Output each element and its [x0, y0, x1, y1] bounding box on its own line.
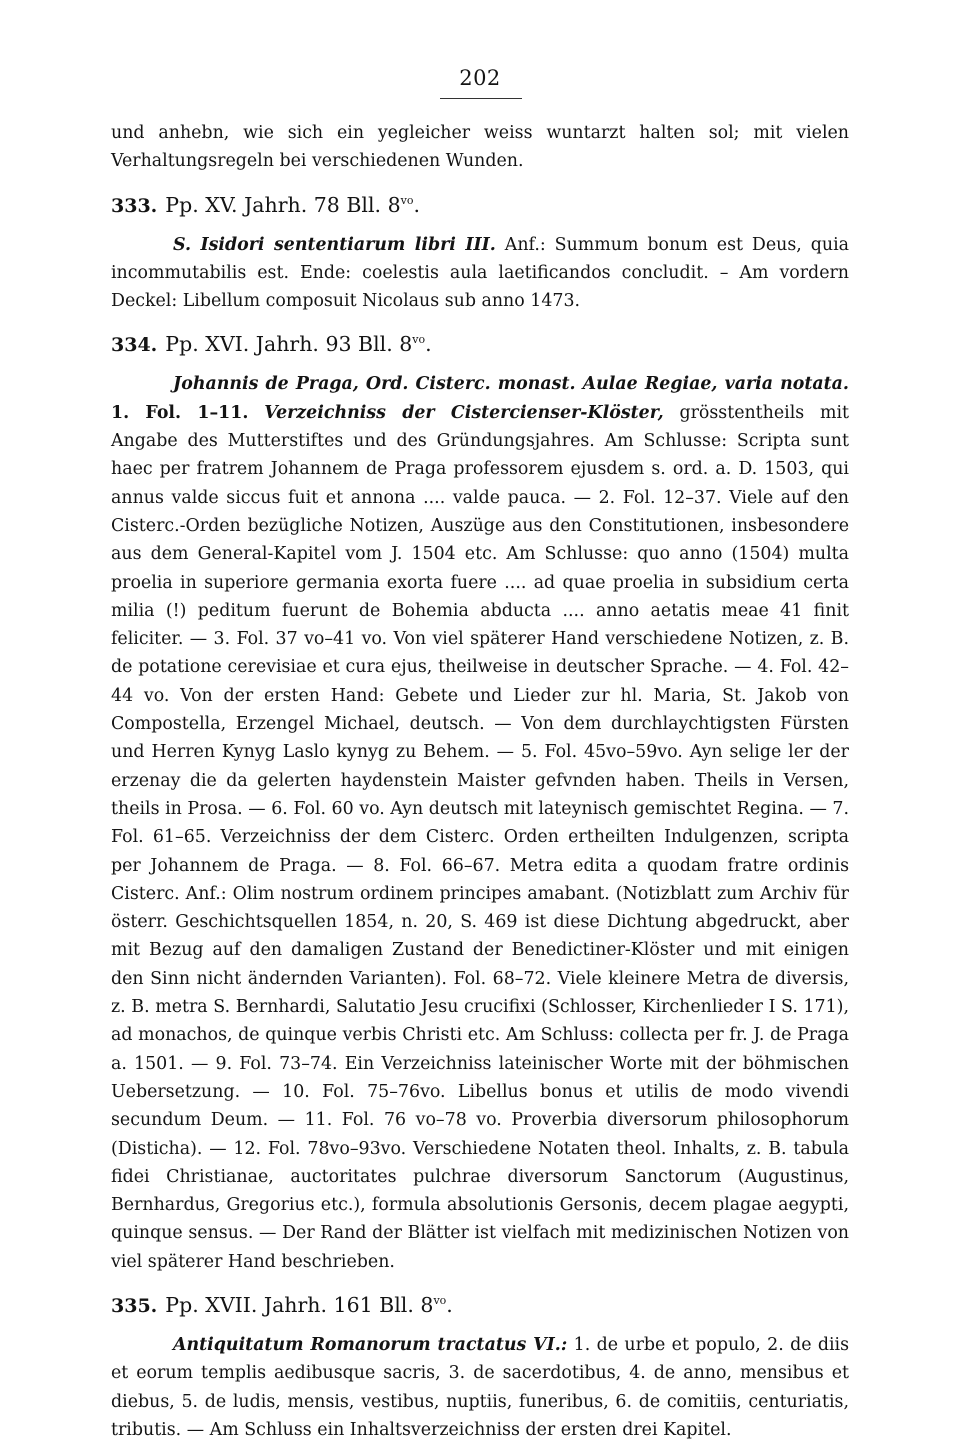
entry-heading-text: Pp. XVII. Jahrh. 161 Bll. 8 [165, 1292, 434, 1317]
intro-paragraph: und anhebn, wie sich ein yegleicher weiss wuntarzt halten sol; mit vielen Verhaltungsregeln bei verschiedenen Wunden. [111, 123, 849, 172]
entry-heading-end: . [446, 1292, 453, 1317]
entry-number: 334. [111, 334, 158, 357]
page-body [111, 119, 849, 1444]
entry-title: Antiquitatum Romanorum tractatus VI.: [173, 1334, 568, 1355]
entry-heading-334 [111, 329, 849, 360]
entry-description-335 [111, 1331, 849, 1444]
entry-part-title: Verzeichniss der Cistercienser-Klöster, [264, 402, 664, 423]
entry-heading-end: . [425, 332, 432, 357]
entry-body: Anf.: Summum bonum est Deus, quia incommutabilis est. Ende: coelestis aula laetificandos concludit. – Am vordern Deckel: Libellum composuit Nicolaus sub anno 1473. [111, 234, 849, 312]
format-superscript: vo [433, 1294, 447, 1308]
entry-number: 335. [111, 1294, 158, 1317]
entry-description-334 [111, 370, 849, 1276]
entry-number: 333. [111, 194, 158, 217]
entry-title: S. Isidori sententiarum libri III. [173, 234, 496, 255]
entry-heading-text: Pp. XVI. Jahrh. 93 Bll. 8 [165, 332, 413, 357]
entry-heading-end: . [413, 192, 420, 217]
format-superscript: vo [400, 193, 414, 207]
entry-description-333 [111, 231, 849, 316]
entry-part-lead: 1. Fol. 1–11. [111, 402, 249, 423]
format-superscript: vo [412, 333, 426, 347]
entry-heading-text: Pp. XV. Jahrh. 78 Bll. 8 [165, 192, 401, 217]
entry-heading-335 [111, 1290, 849, 1321]
entry-body: 1. de urbe et populo, 2. de diis et eorum templis aedibusque sacris, 3. de sacerdotibus, 4. de anno, mensibus et diebus, 5. de ludis, mensis, vestibus, nuptiis, funeribus, 6. de comitiis, centuriatis, tributis. — Am Schluss ein Inhaltsverzeichniss der ersten drei Kapitel. [111, 1334, 850, 1440]
entry-body: grösstentheils mit Angabe des Mutterstiftes und des Gründungsjahres. Am Schlusse: Scripta sunt haec per fratrem Johannem de Praga professorem ejusdem s. ord. a. D. 1503, qui annus valde siccus fuit et annona .... valde pauca. — 2. Fol. 12–37. Viele auf den Cisterc.-Orden bezügliche Notizen, Auszüge aus den Constitutionen, insbesondere aus dem General-Kapitel vom J. 1504 etc. Am Schlusse: quo anno (1504) multa proelia in superiore germania exorta fuere .... ad quae proelia in subsidium certa milia (!) peditum fuerunt de Bohemia abducta .... anno aetatis meae 41 finit feliciter. — 3. Fol. 37 vo–41 vo. Von viel späterer Hand verschiedene Notizen, z. B. de potatione cerevisiae et cura ejus, theilweise in deutscher Sprache. — 4. Fol. 42–44 vo. Von der ersten Hand: Gebete und Lieder zur hl. Maria, St. Jakob von Compostella, Erzengel Michael, deutsch. — Von dem durchlaychtigsten Fürsten und Herren Kynyg Laslo kynyg zu Behem. — 5. Fol. 45vo–59vo. Ayn selige ler der erzenay die da gelerten haydenstein Maister gefvnden haben. Theils in Versen, theils in Prosa. — 6. Fol. 60 vo. Ayn deutsch mit lateynisch gemischtet Regina. — 7. Fol. 61–65. Verzeichniss der dem Cisterc. Orden ertheilten Indulgenzen, scripta per Johannem de Praga. — 8. Fol. 66–67. Metra edita a quodam fratre ordinis Cisterc. Anf.: Olim nostrum ordinem principes amabant. (Notizblatt zum Archiv für österr. Geschichtsquellen 1854, n. 20, S. 469 ist diese Dichtung abgedruckt, aber mit Bezug auf den damaligen Zustand der Benedictiner-Klöster und mit einigen den Sinn nicht ändernden Varianten). Fol. 68–72. Viele kleinere Metra de diversis, z. B. metra S. Bernhardi, Salutatio Jesu crucifixi (Schlosser, Kirchenlieder I S. 171), ad monachos, de quinque verbis Christi etc. Am Schluss: collecta per fr. J. de Praga a. 1501. — 9. Fol. 73–74. Ein Verzeichniss lateinischer Worte mit der böhmischen Uebersetzung. — 10. Fol. 75–76vo. Libellus bonus et utilis de modo vivendi secundum Deum. — 11. Fol. 76 vo–78 vo. Proverbia diversorum philosophorum (Disticha). — 12. Fol. 78vo–93vo. Verschiedene Notaten theol. Inhalts, z. B. tabula fidei Christianae, auctoritates pulchrae diversorum Sanctorum (Augustinus, Bernhardus, Gregorius etc.), formula absolutionis Gersonis, decem plagae aegypti, quinque sensus. — Der Rand der Blätter ist vielfach mit medizinischen Notizen von viel späterer Hand beschrieben. [111, 402, 850, 1272]
entry-title: Johannis de Praga, Ord. Cisterc. monast. Aulae Regiae, varia notata. [173, 374, 849, 395]
page-number-rule [440, 98, 522, 99]
entry-heading-333 [111, 190, 849, 221]
page-number: 202 [459, 66, 501, 90]
